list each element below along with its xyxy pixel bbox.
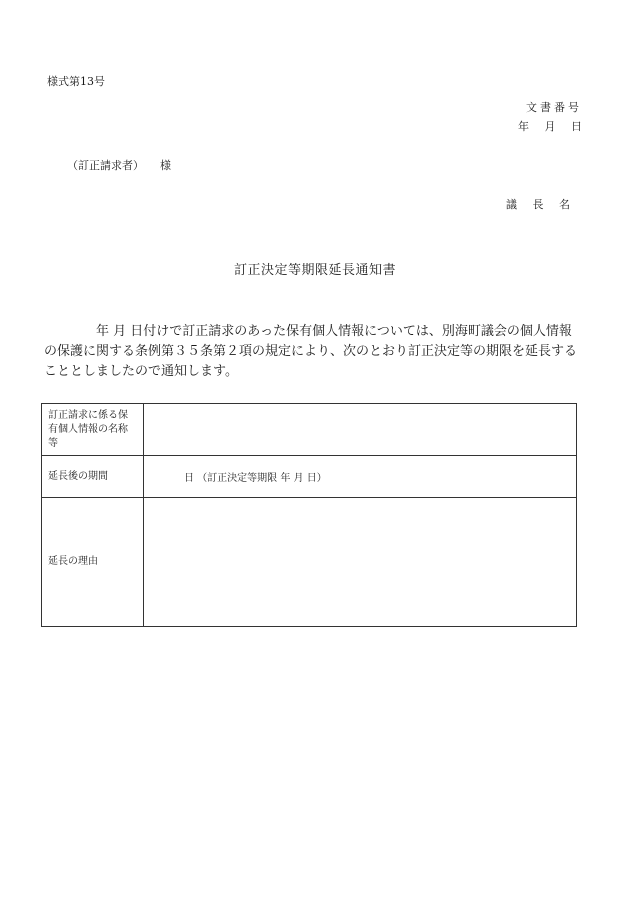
extension-reason-label: 延長の理由 [42,498,144,627]
detail-table [41,403,577,627]
extended-period-value: 日 （訂正決定等期限 年 月 日） [144,456,577,498]
recipient-name-placeholder: （訂正請求者） [67,159,144,172]
recipient-line [67,157,171,173]
extension-reason-value [144,498,577,627]
body-text: 年 月 日付けで訂正請求のあった保有個人情報については、別海町議会の個人情報の保護に関する条例第３５条第２項の規定により、次のとおり訂正決定等の期限を延長することとしましたので通知します。 [44,324,578,379]
table-row [42,404,577,456]
form-number: 様式第13号 [47,75,105,88]
target-info-value [144,404,577,456]
extended-period-label: 延長後の期間 [42,456,144,498]
table-row [42,456,577,498]
target-info-label: 訂正請求に係る保有個人情報の名称等 [42,404,144,456]
document-title: 訂正決定等期限延長通知書 [233,263,396,278]
recipient-honorific: 様 [160,159,171,172]
document-date-label: 年 月 日 [518,120,582,133]
document-number-label: 文書番号 [526,101,582,114]
table-row [42,498,577,627]
sender-label: 議 長 名 [506,198,570,211]
